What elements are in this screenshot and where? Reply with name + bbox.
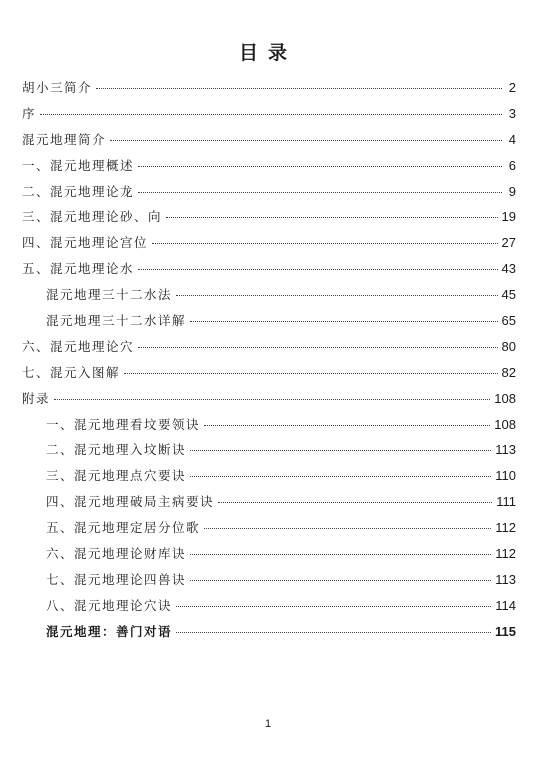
toc-entry	[22, 622, 516, 648]
toc-entry-page: 43	[501, 261, 516, 277]
toc-entry-label: 混元地理三十二水详解	[46, 313, 187, 329]
dot-leader	[204, 527, 491, 529]
dot-leader	[124, 372, 498, 374]
dot-leader	[138, 346, 498, 348]
toc-entry	[22, 285, 516, 311]
toc-entry-page: 80	[501, 338, 516, 354]
toc-entry	[22, 570, 516, 596]
toc-entry-page: 6	[508, 157, 516, 173]
toc-entry-label: 六、混元地理论财库诀	[46, 546, 187, 562]
toc-entry	[22, 363, 516, 389]
toc-entry-page: 112	[495, 546, 516, 562]
toc-entry	[22, 518, 516, 544]
toc-entry-page: 27	[501, 235, 516, 251]
toc-entry-label: 混元地理三十二水法	[46, 287, 173, 303]
toc-entry-page: 65	[501, 313, 516, 329]
dot-leader	[176, 294, 498, 296]
toc-entry	[22, 596, 516, 622]
toc-entry	[22, 415, 516, 441]
toc-entry-label: 二、混元地理入坟断诀	[46, 442, 187, 458]
toc-entry-page: 115	[495, 623, 516, 639]
toc-entry-page: 113	[495, 442, 516, 458]
toc-entry-page: 45	[501, 287, 516, 303]
toc-entry	[22, 156, 516, 182]
dot-leader	[218, 501, 492, 503]
toc-entry-page: 9	[508, 183, 516, 199]
toc-entry-label: 七、混元入图解	[22, 364, 121, 380]
toc-entry-label: 四、混元地理破局主病要诀	[46, 494, 215, 510]
toc-entry	[22, 259, 516, 285]
toc-entry-page: 112	[495, 520, 516, 536]
toc-entry-label: 五、混元地理定居分位歌	[46, 520, 201, 536]
toc-entry-page: 19	[501, 209, 516, 225]
dot-leader	[204, 424, 490, 426]
dot-leader	[190, 579, 491, 581]
toc-entry-label: 胡小三简介	[22, 80, 93, 95]
toc-entry-label: 三、混元地理论砂、向	[22, 209, 163, 225]
toc-entry	[22, 78, 516, 104]
toc-entry	[22, 440, 516, 466]
toc-entry	[22, 130, 516, 156]
page-number: 1	[264, 718, 272, 730]
toc-entry-page: 110	[495, 468, 516, 484]
toc-entry-label: 附录	[22, 390, 51, 406]
toc-entry	[22, 389, 516, 415]
toc-entry-page: 82	[501, 364, 516, 380]
toc-entry-label: 五、混元地理论水	[22, 261, 135, 277]
toc-entry	[22, 104, 516, 130]
dot-leader	[96, 87, 502, 89]
toc-entry-page: 108	[494, 390, 516, 406]
dot-leader	[138, 165, 502, 167]
toc-entry-label: 四、混元地理论宫位	[22, 235, 149, 251]
dot-leader	[190, 320, 498, 322]
toc-entry-label: 六、混元地理论穴	[22, 338, 135, 354]
toc-entry-label: 序	[22, 105, 37, 121]
toc-entry	[22, 466, 516, 492]
toc-entry-label: 混元地理：善门对语	[46, 623, 173, 639]
toc-entry	[22, 207, 516, 233]
toc-entry-label: 一、混元地理看坟要领诀	[46, 416, 201, 432]
dot-leader	[176, 605, 491, 607]
toc-entry	[22, 311, 516, 337]
table-of-contents	[22, 78, 516, 648]
dot-leader	[190, 553, 491, 555]
toc-entry	[22, 337, 516, 363]
dot-leader	[110, 139, 502, 141]
toc-entry-page: 114	[495, 597, 516, 613]
dot-leader	[138, 268, 498, 270]
toc-entry-page: 3	[508, 105, 516, 121]
toc-entry	[22, 233, 516, 259]
dot-leader	[166, 216, 498, 218]
dot-leader	[176, 631, 491, 633]
toc-entry-label: 混元地理简介	[22, 131, 107, 147]
toc-entry-label: 二、混元地理论龙	[22, 183, 135, 199]
toc-entry-page: 111	[496, 494, 516, 510]
toc-entry-label: 三、混元地理点穴要诀	[46, 468, 187, 484]
page-title: 目录	[238, 42, 297, 64]
toc-entry-label: 八、混元地理论穴诀	[46, 597, 173, 613]
toc-entry-page: 108	[494, 416, 516, 432]
toc-entry	[22, 182, 516, 208]
dot-leader	[54, 398, 490, 400]
toc-entry	[22, 544, 516, 570]
toc-entry-page: 4	[508, 131, 516, 147]
dot-leader	[190, 475, 491, 477]
toc-entry-page: 113	[495, 571, 516, 587]
dot-leader	[40, 113, 502, 115]
toc-entry-page: 2	[508, 80, 516, 95]
toc-entry	[22, 492, 516, 518]
dot-leader	[190, 449, 491, 451]
dot-leader	[138, 191, 502, 193]
toc-entry-label: 七、混元地理论四兽诀	[46, 571, 187, 587]
toc-entry-label: 一、混元地理概述	[22, 157, 135, 173]
dot-leader	[152, 242, 498, 244]
